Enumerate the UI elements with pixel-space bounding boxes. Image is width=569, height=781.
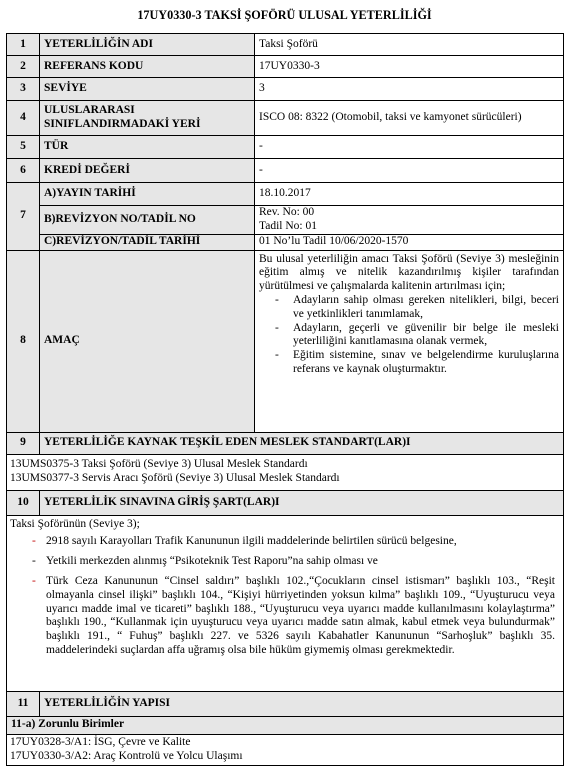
document-title: 17UY0330-3 TAKSİ ŞOFÖRÜ ULUSAL YETERLİLİĞİ [137, 8, 432, 22]
row-label: YETERLİLİĞİN ADI [40, 34, 255, 56]
row-number: 4 [7, 101, 40, 136]
row-label: AMAÇ [40, 250, 255, 432]
row-purpose [7, 250, 564, 432]
row-value: 01 No’lu Tadil 10/06/2020-1570 [255, 234, 564, 250]
requirements-list [10, 535, 555, 657]
standard-line: 13UMS0377-3 Servis Aracı Şoförü (Seviye 3) Ulusal Meslek Standardı [10, 472, 340, 485]
requirements-intro: Taksi Şoförünün (Seviye 3); [10, 517, 140, 530]
standard-line: 13UMS0375-3 Taksi Şoförü (Seviye 3) Ulusal Meslek Standardı [10, 458, 308, 471]
row-source-standards-header [7, 432, 564, 454]
section-heading: YETERLİLİK SINAVINA GİRİŞ ŞART(LAR)I [40, 490, 564, 515]
row-number: 9 [7, 432, 40, 454]
row-structure-subheader [7, 716, 564, 734]
row-publication-date [7, 183, 564, 206]
row-value: 3 [255, 78, 564, 101]
section-body [7, 515, 564, 691]
unit-line: 17UY0330-3/A2: Araç Kontrolü ve Yolcu Ulaşımı [10, 749, 243, 762]
row-label: C)REVİZYON/TADİL TARİHİ [40, 234, 255, 250]
row-number: 8 [7, 250, 40, 432]
row-label: A)YAYIN TARİHİ [40, 183, 255, 206]
row-structure-header [7, 691, 564, 716]
row-value: - [255, 159, 564, 183]
section-heading: YETERLİLİĞİN YAPISI [40, 691, 564, 716]
row-value [255, 206, 564, 235]
row-number: 5 [7, 136, 40, 159]
row-value: - [255, 136, 564, 159]
sub-heading: 11-a) Zorunlu Birimler [7, 716, 564, 734]
row-label: B)REVİZYON NO/TADİL NO [40, 206, 255, 235]
purpose-item: - Eğitim sistemine, sınav ve belgelendirme kuruluşlarına referans ve kaynak oluşturmaktır. [293, 349, 559, 377]
qualification-table [6, 33, 564, 766]
row-type [7, 136, 564, 159]
row-value: 18.10.2017 [255, 183, 564, 206]
row-number: 6 [7, 159, 40, 183]
row-number: 1 [7, 34, 40, 56]
section-heading: YETERLİLİĞE KAYNAK TEŞKİL EDEN MESLEK STANDART(LAR)I [40, 432, 564, 454]
requirement-item: - Yetkili merkezden alınmış “Psikoteknik Test Raporu”na sahip olması ve [46, 555, 555, 569]
row-entry-requirements-header [7, 490, 564, 515]
purpose-list [259, 294, 559, 377]
row-number: 10 [7, 490, 40, 515]
row-label-line: ULUSLARARASI [44, 104, 135, 117]
row-number: 7 [7, 183, 40, 251]
purpose-item: - Adayların sahip olması gereken nitelikleri, bilgi, beceri ve yetkinlikleri tanımlamak, [293, 294, 559, 322]
row-label-line: SINIFLANDIRMADAKİ YERİ [44, 118, 201, 130]
row-structure-units [7, 734, 564, 765]
amendment-no: Tadil No: 01 [259, 219, 317, 232]
revision-no: Rev. No: 00 [259, 206, 315, 218]
row-number: 11 [7, 691, 40, 716]
row-credit-value [7, 159, 564, 183]
section-body [7, 454, 564, 490]
row-revision-date [7, 234, 564, 250]
row-number: 2 [7, 56, 40, 78]
row-entry-requirements-body [7, 515, 564, 691]
row-number: 3 [7, 78, 40, 101]
row-value: 17UY0330-3 [255, 56, 564, 78]
row-label [40, 101, 255, 136]
row-label: SEVİYE [40, 78, 255, 101]
row-label: REFERANS KODU [40, 56, 255, 78]
row-qualification-name [7, 34, 564, 56]
purpose-item: - Adayların, geçerli ve güvenilir bir belge ile mesleki yeterliliğini kanıtlamasına olanak vermek, [293, 322, 559, 350]
requirement-item: - 2918 sayılı Karayolları Trafik Kanununun ilgili maddelerinde belirtilen sürücü belgesine, [46, 535, 555, 549]
requirement-item: - Türk Ceza Kanununun “Cinsel saldırı” başlıklı 102.,“Çocukların cinsel istismarı” başlıklı 103., “Reşit olmayanla cinsel ilişki” başlıklı 104., “Kişiyi hürriyetinden yoksun kılma” başlıklı 109., “Uyuşturucu veya uyarıcı madde imal ve ticareti” başlıklı 188., “Uyuşturucu veya uyarıcı madde kullanılmasını kolaylaştırma” başlıklı 190., “Kullanmak için uyuşturucu veya uyarıcı madde satın almak, kabul etmek veya bulundurmak” başlıklı 191., “ Fuhuş” başlıklı 227. ve 5326 sayılı Kabahatler Kanununun “Sarhoşluk” başlıklı 35. maddelerindeki suçlardan affa uğramış olsa bile hüküm giymemiş olması gerekmektedir. [46, 575, 555, 658]
row-value: ISCO 08: 8322 (Otomobil, taksi ve kamyonet sürücüleri) [255, 101, 564, 136]
row-revision-number [7, 206, 564, 235]
section-body [7, 734, 564, 765]
unit-line: 17UY0328-3/A1: İSG, Çevre ve Kalite [10, 735, 191, 748]
row-reference-code [7, 56, 564, 78]
row-level [7, 78, 564, 101]
row-label: TÜR [40, 136, 255, 159]
row-international-classification [7, 101, 564, 136]
row-value: Taksi Şoförü [255, 34, 564, 56]
row-label: KREDİ DEĞERİ [40, 159, 255, 183]
row-source-standards-body [7, 454, 564, 490]
purpose-intro: Bu ulusal yeterliliğin amacı Taksi Şoförü (Seviye 3) mesleğinin eğitim almış ve nitelik kazandırılmış kişiler tarafından yürütülmesi ve çalışmalarda kalitenin artırılması için; [259, 252, 559, 293]
row-value [255, 250, 564, 432]
